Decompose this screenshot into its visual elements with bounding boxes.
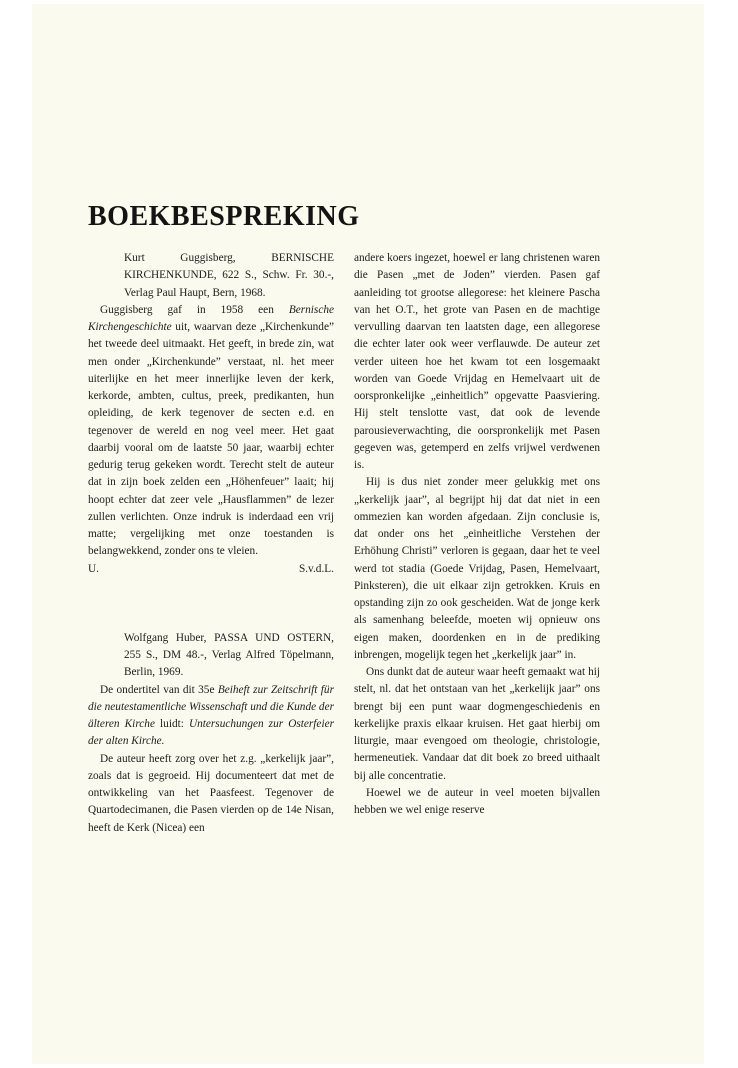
review2-subtitle: Untersuchungen zur Osterfeier der alten Kirche. [88, 718, 334, 748]
review2-series-title: Beiheft zur Zeitschrift für die neutestamentliche Wissenschaft und die Kunde der älteren Kirche [88, 683, 334, 730]
review2-text-b: luidt: [154, 718, 189, 730]
review1-text-a: Guggisberg gaf in 1958 een [100, 303, 289, 316]
review2-reference: Wolfgang Huber, PASSA UND OSTERN, 255 S., DM 48.-, Verlag Alfred Töpelmann, Berlin, 1969. [124, 631, 334, 679]
review1-paragraph [88, 302, 334, 561]
review1-signature [88, 561, 334, 578]
review2-paragraph-4: Ons dunkt dat de auteur waar heeft gemaakt wat hij stelt, nl. dat het ontstaan van het „kerkelijk jaar” ons brengt bij een punt waar dogmengeschiedenis en kerkelijke praxis elkaar kruisen. Het gaat hierbij om liturgie, maar evengoed om theologie, christologie, hermeneutiek. Vandaar dat dit boek zo breed uithaalt bij alle concentratie. [354, 666, 600, 782]
review2-paragraph-2-continued: andere koers ingezet, hoewel er lang christenen waren die Pasen „met de Joden” vierden. Pasen gaf aanleiding tot grootse allegorese: het kleinere Pascha van het O.T., het grote van Pasen en de machtige vervulling daarvan ten laatsten dage, een allegorese die echter later ook weer verflauwde. De auteur zet verder uiteen hoe het kwam tot een losgemaakt worden van Goede Vrijdag en Hemelvaart uit de oorspronkelijke „einheitlich” opgevatte Paasviering. Hij stelt tenslotte vast, dat ook de levende parousieverwachting, die oorspronkelijk met Pasen gegeven was, getemperd en zelfs vrijwel verdwenen is. [354, 252, 600, 471]
review2-paragraph-5: Hoewel we de auteur in veel moeten bijvallen hebben we wel enige reserve [354, 786, 600, 816]
review1-reference: Kurt Guggisberg, BERNISCHE KIRCHENKUNDE, 622 S., Schw. Fr. 30.-, Verlag Paul Haupt, Bern, 1968. [124, 252, 334, 299]
review2-text-a: De ondertitel van dit 35e [100, 683, 218, 696]
review1-text-b: uit, waarvan deze „Kirchenkunde” het tweede deel uitmaakt. Het geeft, in brede zin, wat men onder „Kirchenkunde” verstaat, nl. het meer uiterlijke en het meer innerlijke leven der kerk, kerkorde, ambten, cultus, preek, predikanten, hun opleiding, de kerk tegenover de secten e.d. en tegenover de wereld en nog veel meer. Het gaat daarbij vooral om de laatste 50 jaar, waarbij echter gedurig terug gekeken wordt. Terecht stelt de auteur dat in zijn boek zelden een „Höhenfeuer” laait; hij hoopt echter dat zeer vele „Hausflammen” de lezer zullen verlichten. Onze indruk is inderdaad een vrij matte; vergelijking met onze toestanden is belangwekkend, zonder ons te vleien. [88, 321, 334, 558]
review2-paragraph-3: Hij is dus niet zonder meer gelukkig met ons „kerkelijk jaar”, al begrijpt hij dat dat niet in een ommezien kan worden afgedaan. Zijn conclusie is, dat onder ons het „einheitliche Verstehen der Erhöhung Christi” verloren is gegaan, daar het te veel werd tot stadia (Goede Vrijdag, Pasen, Hemelvaart, Pinksteren), die uit elkaar zijn getrokken. Kruis en opstanding zijn zo ook gescheiden. Wat de jonge kerk als samenhang beleefde, moeten wij opnieuw ons eigen maken, doordenken en in de prediking inbrengen, mogelijk tegen het „kerkelijk jaar” in. [354, 476, 600, 661]
section-gap [88, 578, 334, 630]
page-title: BOEKBESPREKING [88, 201, 360, 232]
signature-initial: U. [88, 562, 99, 575]
right-column [354, 250, 600, 819]
left-column [88, 250, 334, 837]
review2-paragraph-2: De auteur heeft zorg over het z.g. „kerkelijk jaar”, zoals dat is gegroeid. Hij documenteert dat met de ontwikkeling van het Paasfeest. Tegenover de Quartodecimanen, die Pasen vierden op de 14e Nisan, heeft de Kerk (Nicea) een [88, 752, 334, 834]
review1-book-title: Bernische Kirchengeschichte [88, 303, 334, 333]
signature-author: S.v.d.L. [298, 562, 334, 575]
review2-paragraph-1 [88, 682, 334, 751]
